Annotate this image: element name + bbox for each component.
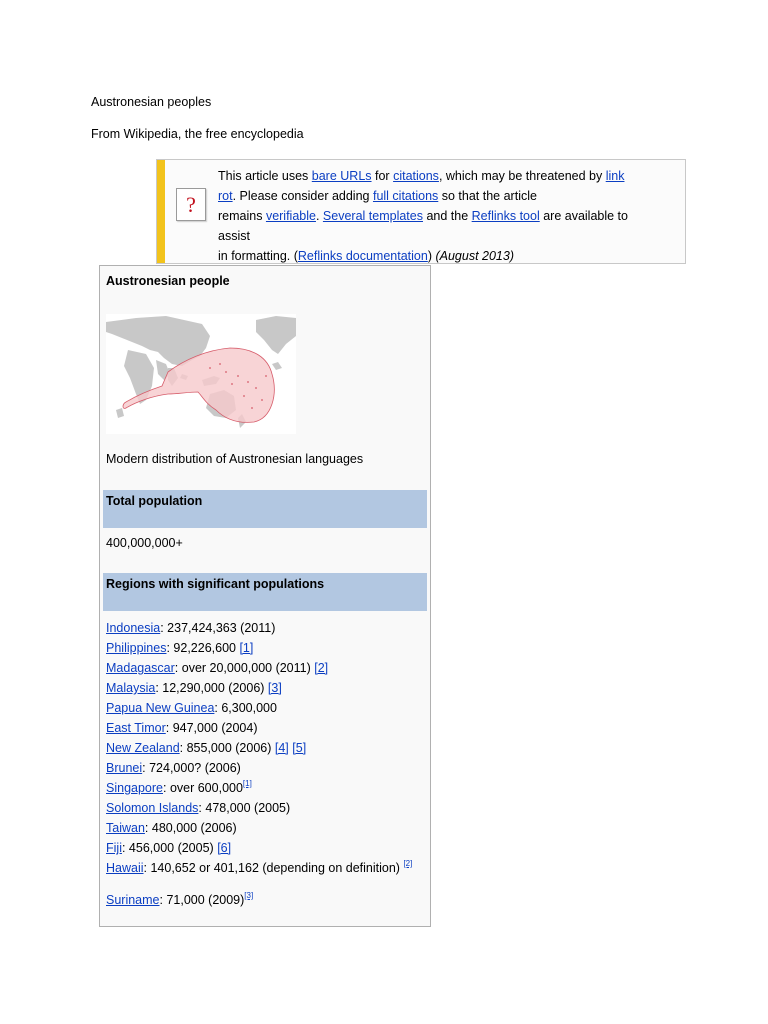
link-link-rot[interactable]: link <box>605 169 625 183</box>
bare-urls-notice <box>156 159 686 264</box>
region-link[interactable]: Philippines <box>106 641 167 655</box>
link-bare-urls[interactable]: bare URLs <box>311 169 372 183</box>
region-population: : 237,424,363 (2011) <box>160 621 276 635</box>
region-population: : 947,000 (2004) <box>165 721 258 735</box>
region-population: : over 20,000,000 (2011) <box>174 661 315 675</box>
region-row <box>106 858 412 878</box>
notice-date: (August 2013) <box>435 249 514 263</box>
region-population: : over 600,000 <box>163 781 243 795</box>
link-citations[interactable]: citations <box>393 169 439 183</box>
reference-link[interactable]: [4] <box>274 741 289 755</box>
link-several-templates[interactable]: Several templates <box>322 209 423 223</box>
region-row <box>106 678 412 698</box>
reference-link[interactable]: [1] <box>239 641 254 655</box>
link-reflinks-documentation[interactable]: Reflinks documentation <box>297 249 428 263</box>
page-title: Austronesian peoples <box>91 95 212 109</box>
reference-superscript[interactable]: [3] <box>244 891 254 900</box>
region-population: : 724,000? (2006) <box>142 761 241 775</box>
infobox <box>99 265 431 927</box>
region-link[interactable]: Malaysia <box>106 681 156 695</box>
notice-message: This article uses bare URLs for citations, which may be threatened by link rot. Please consider adding full citations so that the article remains verifiable. Several templates and the Reflinks tool are available to assist in formatting. (Reflinks documentation) (August 2013) <box>218 169 628 263</box>
region-row <box>106 718 412 738</box>
region-population: : 71,000 (2009) <box>159 893 245 907</box>
region-link[interactable]: Taiwan <box>106 821 145 835</box>
page-subtitle: From Wikipedia, the free encyclopedia <box>91 127 304 141</box>
region-row <box>106 618 412 638</box>
region-population: : 92,226,600 <box>166 641 240 655</box>
notice-stripe <box>157 160 165 263</box>
infobox-title: Austronesian people <box>106 274 230 288</box>
region-link[interactable]: Madagascar <box>106 661 175 675</box>
region-link[interactable]: Hawaii <box>106 861 144 875</box>
question-mark-icon: ? <box>176 188 206 221</box>
region-link[interactable]: Papua New Guinea <box>106 701 215 715</box>
region-row <box>106 778 412 798</box>
reference-link[interactable]: [3] <box>267 681 282 695</box>
region-population: : 480,000 (2006) <box>144 821 237 835</box>
distribution-map[interactable] <box>106 314 296 434</box>
link-link-rot[interactable]: rot <box>218 189 233 203</box>
region-link[interactable]: Singapore <box>106 781 163 795</box>
link-verifiable[interactable]: verifiable <box>265 209 316 223</box>
region-link[interactable]: Suriname <box>106 893 160 907</box>
region-population: : 855,000 (2006) <box>179 741 275 755</box>
region-row <box>106 798 412 818</box>
map-caption: Modern distribution of Austronesian languages <box>106 452 364 466</box>
regions-list <box>106 618 412 910</box>
region-link[interactable]: New Zealand <box>106 741 180 755</box>
region-population: : 478,000 (2005) <box>198 801 291 815</box>
reference-link[interactable]: [2] <box>314 661 329 675</box>
region-link[interactable]: East Timor <box>106 721 166 735</box>
region-link[interactable]: Fiji <box>106 841 122 855</box>
region-row <box>106 658 412 678</box>
region-row <box>106 818 412 838</box>
region-row <box>106 738 412 758</box>
regions-header: Regions with significant populations <box>103 573 427 611</box>
region-row <box>106 890 412 910</box>
total-population-value: 400,000,000+ <box>106 536 183 550</box>
reference-link[interactable]: [5] <box>292 741 307 755</box>
region-link[interactable]: Brunei <box>106 761 143 775</box>
reference-superscript[interactable]: [2] <box>403 859 413 868</box>
region-population: : 456,000 (2005) <box>121 841 218 855</box>
region-population: : 140,652 or 401,162 (depending on definition) <box>143 861 404 875</box>
link-full-citations[interactable]: full citations <box>372 189 439 203</box>
region-link[interactable]: Indonesia <box>106 621 161 635</box>
region-population: : 6,300,000 <box>214 701 277 715</box>
total-population-header: Total population <box>103 490 427 528</box>
region-row <box>106 638 412 658</box>
region-row <box>106 698 412 718</box>
region-population: : 12,290,000 (2006) <box>155 681 268 695</box>
region-link[interactable]: Solomon Islands <box>106 801 199 815</box>
reference-superscript[interactable]: [1] <box>242 779 252 788</box>
region-row <box>106 758 412 778</box>
reference-link[interactable]: [6] <box>217 841 232 855</box>
region-row <box>106 838 412 858</box>
link-reflinks-tool[interactable]: Reflinks tool <box>471 209 540 223</box>
